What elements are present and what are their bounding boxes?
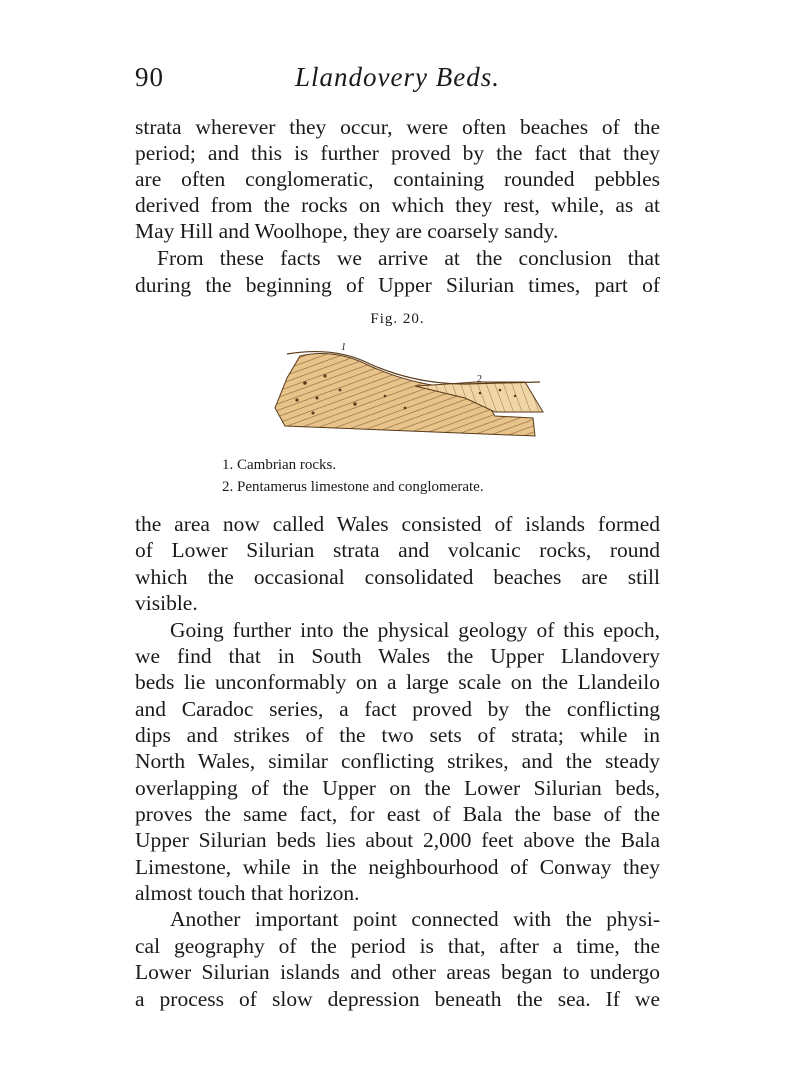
text-line: which the occasional consolidated beaches are still xyxy=(135,565,660,589)
text-line: Lower Silurian islands and other areas began to undergo xyxy=(135,960,660,984)
text-line: we find that in South Wales the Upper Llandovery xyxy=(135,644,660,668)
text-line: dips and strikes of the two sets of strata; while in xyxy=(135,723,660,747)
text-line: From these facts we arrive at the conclusion that xyxy=(157,246,660,270)
figure-caption: Fig. 20. xyxy=(370,311,425,327)
text-line: Going further into the physical geology of this epoch, xyxy=(170,618,660,642)
text-line: visible. xyxy=(135,591,198,615)
text-line: Limestone, while in the neighbourhood of Conway they xyxy=(135,855,660,879)
text-line: derived from the rocks on which they rest, while, as at xyxy=(135,193,660,217)
text-line: Another important point connected with the physi- xyxy=(170,907,660,931)
text-line: overlapping of the Upper on the Lower Silurian beds, xyxy=(135,776,660,800)
figure-legend-item: 1. Cambrian rocks. xyxy=(222,457,337,473)
text-line: period; and this is further proved by the fact that they xyxy=(135,141,660,165)
page-number: 90 xyxy=(135,62,164,92)
text-line: Upper Silurian beds lies about 2,000 feet above the Bala xyxy=(135,828,660,852)
text-line: the area now called Wales consisted of islands formed xyxy=(135,512,660,536)
text-line: North Wales, similar conflicting strikes, and the steady xyxy=(135,749,660,773)
text-line: are often conglomeratic, containing rounded pebbles xyxy=(135,167,660,191)
geological-section-figure xyxy=(265,338,545,443)
text-line: of Lower Silurian strata and volcanic rocks, round xyxy=(135,538,660,562)
figure-legend-item: 2. Pentamerus limestone and conglomerate. xyxy=(222,479,484,495)
text-line: a process of slow depression beneath the sea. If we xyxy=(135,987,660,1011)
text-line: proves the same fact, for east of Bala the base of the xyxy=(135,802,660,826)
text-line: almost touch that horizon. xyxy=(135,881,360,905)
running-title: Llandovery Beds. xyxy=(295,62,500,92)
figure-label-2: 2 xyxy=(477,374,482,385)
text-line: strata wherever they occur, were often beaches of the xyxy=(135,115,660,139)
page-header xyxy=(135,62,660,98)
text-line: and Caradoc series, a fact proved by the conflicting xyxy=(135,697,660,721)
figure-label-1: 1 xyxy=(341,342,346,353)
text-line: May Hill and Woolhope, they are coarsely sandy. xyxy=(135,219,559,243)
text-line: beds lie unconformably on a large scale on the Llandeilo xyxy=(135,670,660,694)
text-line: during the beginning of Upper Silurian times, part of xyxy=(135,273,660,297)
text-line: cal geography of the period is that, after a time, the xyxy=(135,934,660,958)
